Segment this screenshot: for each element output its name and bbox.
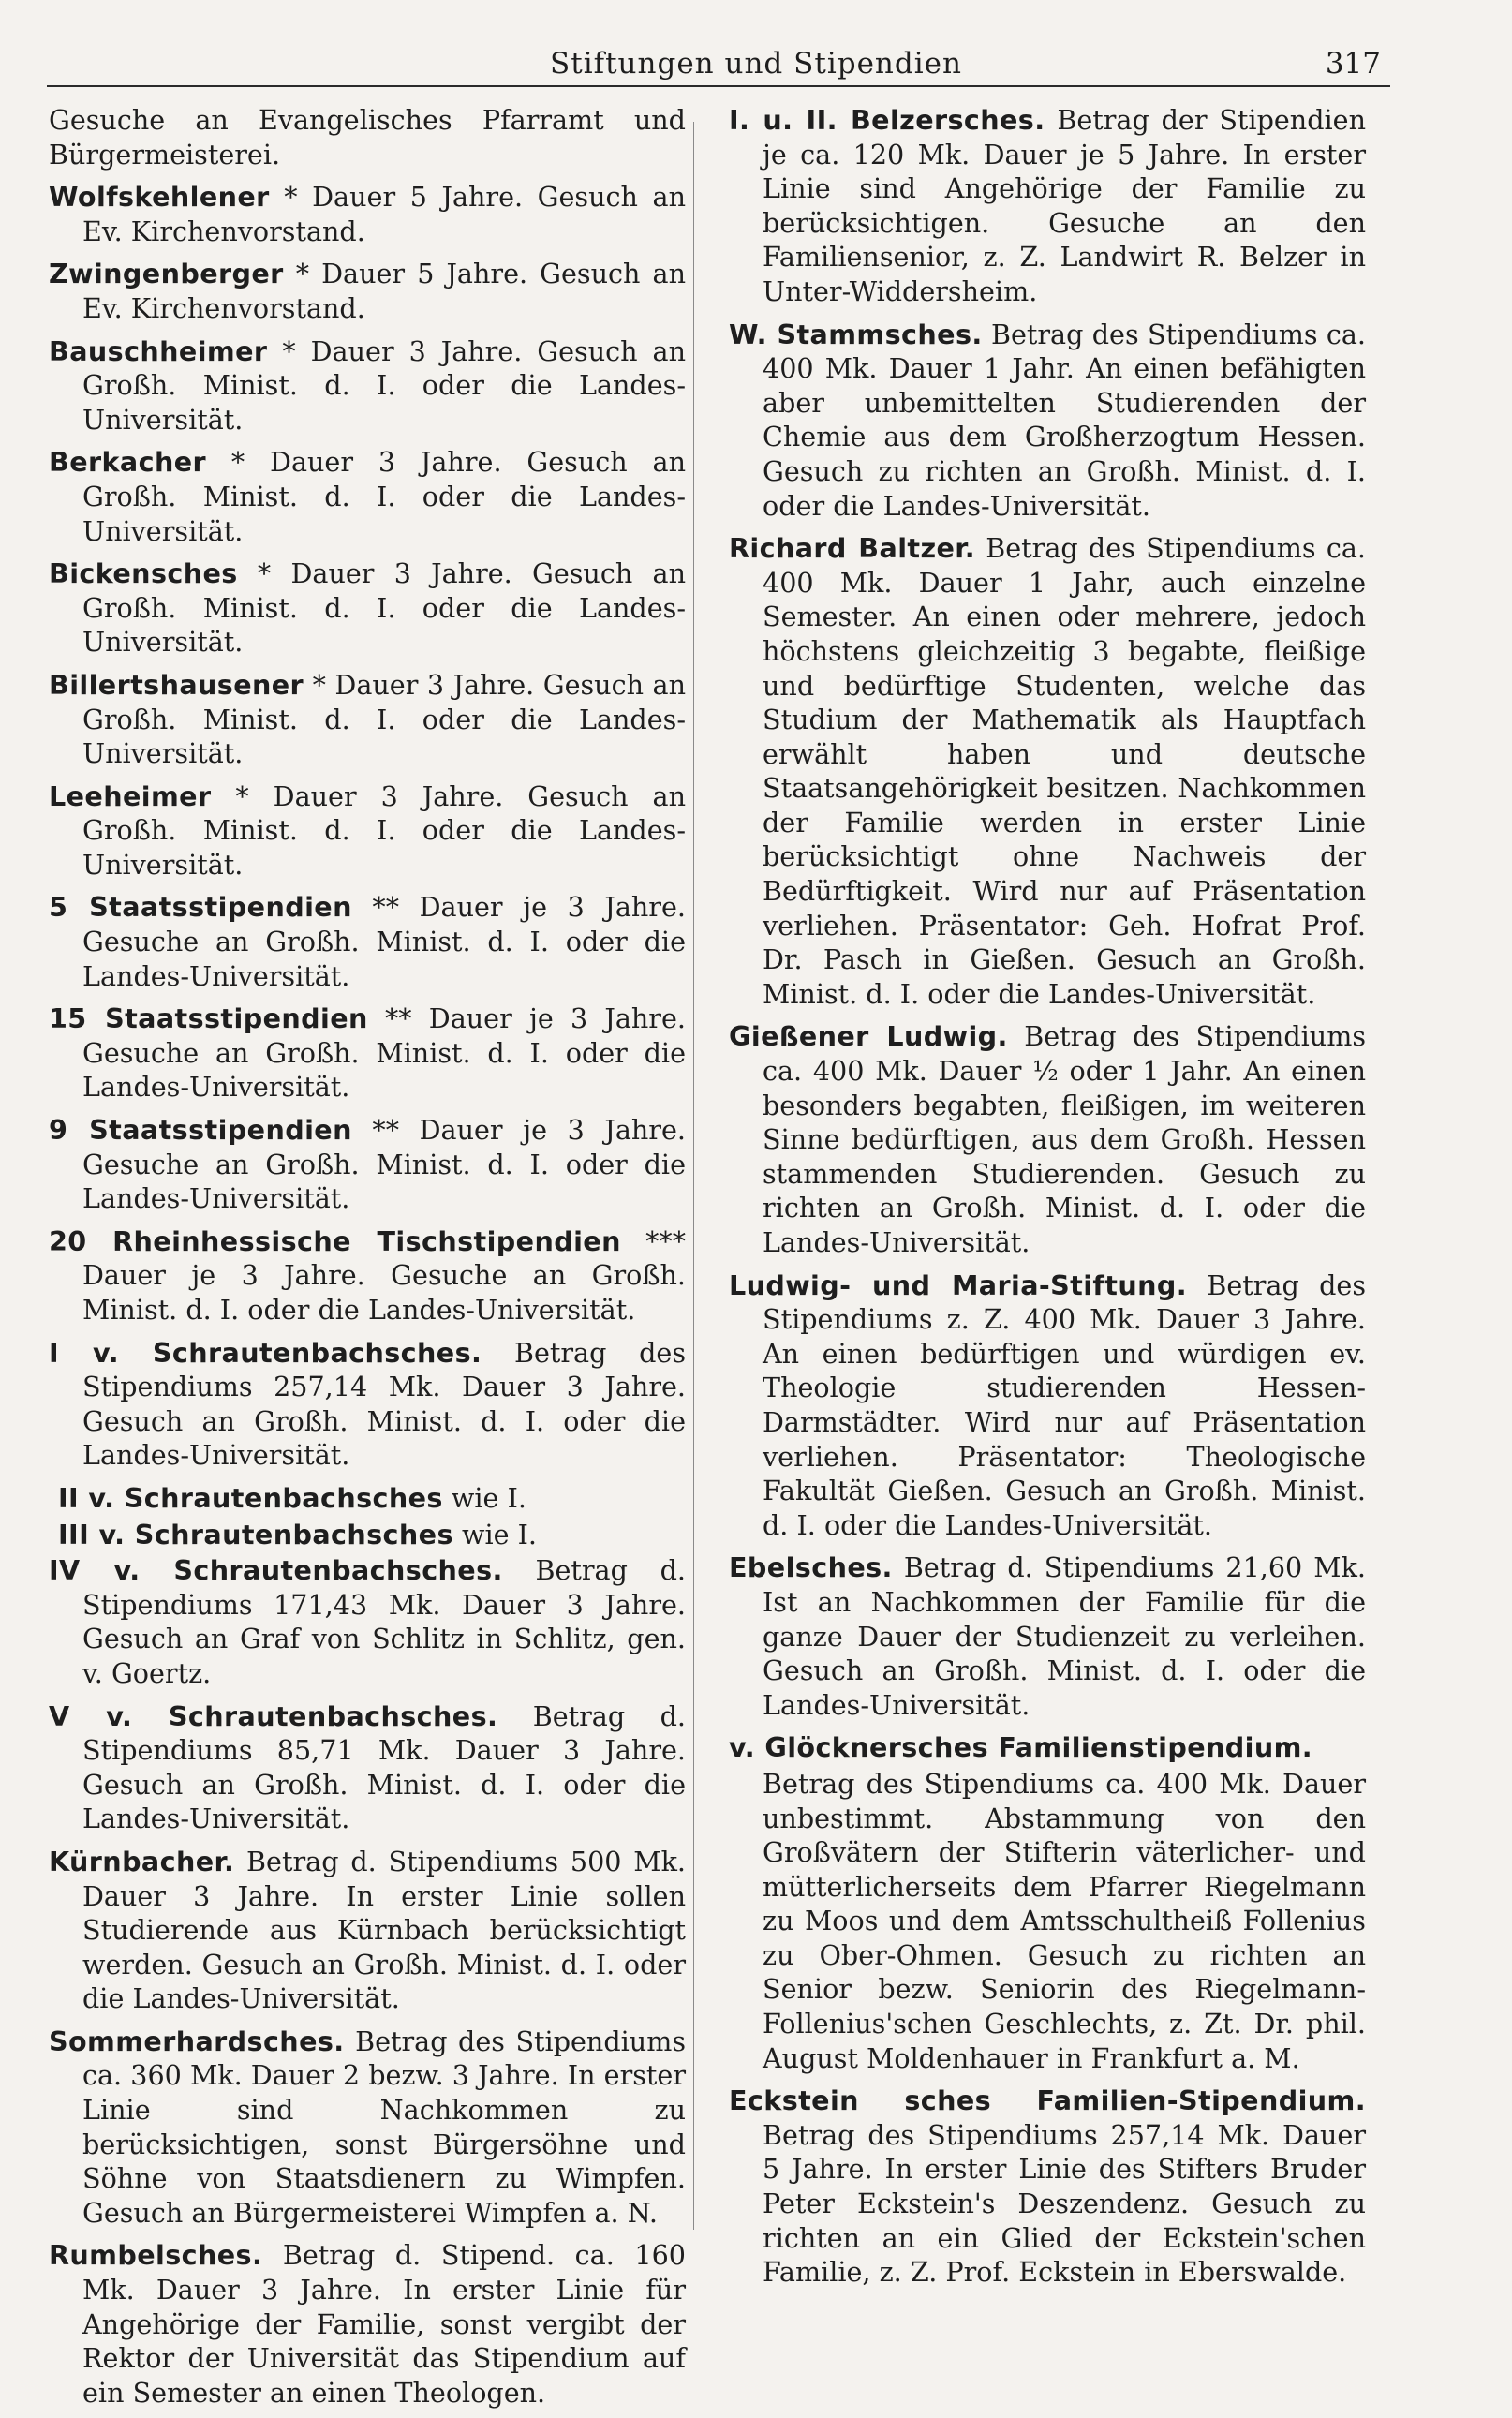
entry-text: Betrag des Stipendiums ca. 400 Mk. Dauer ½ oder 1 Jahr. An einen besonders begabten, fleißigen, im weiteren Sinne bedürftigen, aus dem Großh. Hessen stammenden Studierenden. Gesuch zu richten an Großh. Minist. d. I. oder die Landes-Universität. (763, 1020, 1366, 1258)
entry (49, 1699, 686, 1836)
entry (49, 1845, 686, 2016)
entry-name: Wolfskehlener (49, 181, 270, 214)
page-number: 317 (1325, 47, 1381, 81)
entry-name: W. Stammsches. (729, 318, 983, 350)
entry-name: v. Glöcknersches Familienstipendium. (729, 1731, 1313, 1764)
entry (49, 1224, 686, 1328)
entry-text: wie I. (442, 1481, 526, 1514)
entry-name: Eckstein sches Familien-Stipendium. (729, 2084, 1366, 2117)
entry-name: Kürnbacher. (49, 1845, 235, 1877)
entry-name: I. u. II. Belzersches. (729, 104, 1045, 136)
left-column (49, 103, 686, 2418)
entry (49, 890, 686, 993)
entry-text: Betrag des Stipendiums ca. 400 Mk. Dauer 1 Jahr, auch einzelne Semester. An einen oder mehrere, jedoch höchstens gleichzeitig 3 begabte, fleißige und bedürftige Studenten, welche das Studium der Mathematik als Hauptfach erwählt haben und deutsche Staatsangehörigkeit besitzen. Nachkommen der Familie werden in erster Linie berücksichtigt ohne Nachweis der Bedürftigkeit. Wird nur auf Präsentation verliehen. Präsentator: Geh. Hofrat Prof. Dr. Pasch in Gießen. Gesuch an Großh. Minist. d. I. oder die Landes-Universität. (763, 532, 1366, 1010)
entry-text: Betrag d. Stipendiums 171,43 Mk. Dauer 3 Jahre. Gesuch an Graf von Schlitz in Schlitz, gen. v. Goertz. (82, 1554, 686, 1689)
entry-name: Bauschheimer (49, 334, 268, 367)
entry-text: Betrag des Stipendiums ca. 400 Mk. Dauer 1 Jahr. An einen befähigten aber unbemittelten Studierenden der Chemie aus dem Großherzogtum Hessen. Gesuch zu richten an Großh. Minist. d. I. oder die Landes-Universität. (763, 318, 1366, 522)
entry (49, 1336, 686, 1473)
entry-name: Leeheimer (49, 779, 212, 812)
entry-name: Zwingenberger (49, 258, 284, 290)
entry-name: 5 Staatsstipendien (49, 891, 352, 924)
entry-text: Betrag des Stipendiums ca. 400 Mk. Dauer unbestimmt. Abstammung von den Großvätern der Stifterin väterlicher- und mütterlicherseits dem Pfarrer Riegelmann zu Moos und dem Amtsschultheiß Follenius zu Ober-Ohmen. Gesuch zu richten an Senior bezw. Seniorin des Riegelmann-Follenius'schen Geschlechts, z. Zt. Dr. phil. August Moldenhauer in Frankfurt a. M. (763, 1767, 1366, 2074)
entry-text: Betrag d. Stipendiums 21,60 Mk. Ist an Nachkommen der Familie für die ganze Dauer der Studienzeit zu verleihen. Gesuch an Großh. Minist. d. I. oder die Landes-Universität. (763, 1551, 1366, 1721)
entry-text: * Dauer 3 Jahre. Gesuch an Großh. Minist. d. I. oder die Landes-Universität. (82, 557, 686, 659)
entry (49, 556, 686, 660)
entry (49, 1518, 686, 1552)
entry (729, 2084, 1366, 2290)
entry-text: wie I. (452, 1518, 537, 1550)
entry-name: Bickensches (49, 557, 238, 590)
header-rule (47, 85, 1390, 87)
entry-name: Richard Baltzer. (729, 532, 975, 565)
entry-name: Berkacher (49, 446, 207, 479)
entry-text: ** Dauer je 3 Jahre. Gesuche an Großh. Minist. d. I. oder die Landes-Universität. (82, 1002, 686, 1104)
entry (49, 1001, 686, 1105)
entry (729, 1550, 1366, 1722)
entry-text: Betrag d. Stipend. ca. 160 Mk. Dauer 3 Jahre. In erster Linie für Angehörige der Familie, sonst vergibt der Rektor der Universität das Stipendium auf ein Semester an einen Theologen. (82, 2239, 686, 2409)
entry (49, 1481, 686, 1516)
entry-text: Betrag d. Stipendiums 500 Mk. Dauer 3 Jahre. In erster Linie sollen Studierende aus Kürnbach berücksichtigt werden. Gesuch an Großh. Minist. d. I. oder die Landes-Universität. (82, 1845, 686, 2015)
entry-text: * Dauer 3 Jahre. Gesuch an Großh. Minist. d. I. oder die Landes-Universität. (82, 446, 686, 547)
entry-name: Sommerhardsches. (49, 2025, 345, 2057)
entry (49, 1113, 686, 1216)
entry-text: * Dauer 5 Jahre. Gesuch an Ev. Kirchenvorstand. (82, 181, 686, 247)
entry-name: III v. Schrautenbachsches (58, 1518, 453, 1550)
entry-name: Rumbelsches. (49, 2239, 263, 2272)
entry-name: II v. Schrautenbachsches (58, 1481, 443, 1514)
entry-name: IV v. Schrautenbachsches. (49, 1554, 503, 1587)
right-column (729, 103, 1366, 2298)
entry-text: * Dauer 5 Jahre. Gesuch an Ev. Kirchenvorstand. (82, 258, 686, 324)
entry-text: *** Dauer je 3 Jahre. Gesuche an Großh. Minist. d. I. oder die Landes-Universität. (82, 1224, 686, 1326)
entry-text: ** Dauer je 3 Jahre. Gesuche an Großh. Minist. d. I. oder die Landes-Universität. (82, 891, 686, 992)
entry (49, 257, 686, 325)
entry (49, 334, 686, 438)
entry (729, 1268, 1366, 1543)
entry-text: Betrag des Stipendiums 257,14 Mk. Dauer 5 Jahre. In erster Linie des Stifters Bruder Peter Eckstein's Deszendenz. Gesuch zu richten an ein Glied der Eckstein'schen Familie, z. Z. Prof. Eckstein in Eberswalde. (763, 2118, 1366, 2289)
entry-text: * Dauer 3 Jahre. Gesuch an Großh. Minist. d. I. oder die Landes-Universität. (82, 779, 686, 881)
entry-text: Betrag des Stipendiums ca. 360 Mk. Dauer 2 bezw. 3 Jahre. In erster Linie sind Nachkommen zu berücksichtigen, sonst Bürgersöhne und Söhne von Staatsdienern zu Wimpfen. Gesuch an Bürgermeisterei Wimpfen a. N. (82, 2025, 686, 2229)
entry (49, 1553, 686, 1690)
entry-name: 15 Staatsstipendien (49, 1002, 368, 1035)
entry-name: 9 Staatsstipendien (49, 1114, 352, 1147)
entry-name: Gießener Ludwig. (729, 1020, 1008, 1053)
entry (49, 445, 686, 548)
entry (729, 1019, 1366, 1259)
entry (729, 1767, 1366, 2075)
entry (729, 103, 1366, 309)
entry (49, 779, 686, 883)
entry (49, 180, 686, 248)
entry-name: V v. Schrautenbachsches. (49, 1699, 498, 1732)
running-title: Stiftungen und Stipendien (550, 47, 962, 81)
entry-text: * Dauer 3 Jahre. Gesuch an Großh. Minist. d. I. oder die Landes-Universität. (82, 668, 686, 770)
entry (49, 2238, 686, 2410)
entry-text: * Dauer 3 Jahre. Gesuch an Großh. Minist. d. I. oder die Landes-Universität. (82, 334, 686, 436)
entry-name: I v. Schrautenbachsches. (49, 1336, 482, 1369)
entry (729, 1730, 1366, 1765)
entry-text: Betrag d. Stipendiums 85,71 Mk. Dauer 3 Jahre. Gesuch an Großh. Minist. d. I. oder die Landes-Universität. (82, 1699, 686, 1835)
entry (49, 2025, 686, 2231)
entry (729, 318, 1366, 524)
entry-name: 20 Rheinhessische Tischstipendien (49, 1224, 621, 1257)
entry-text: Gesuche an Evangelisches Pfarramt und Bürgermeisterei. (49, 104, 686, 171)
entry-name: Ludwig- und Maria-Stiftung. (729, 1268, 1187, 1301)
entry-text: ** Dauer je 3 Jahre. Gesuche an Großh. Minist. d. I. oder die Landes-Universität. (82, 1114, 686, 1215)
column-divider (693, 122, 694, 2230)
entry-text: Betrag des Stipendiums 257,14 Mk. Dauer 3 Jahre. Gesuch an Großh. Minist. d. I. oder die Landes-Universität. (82, 1336, 686, 1472)
entry-name: Billertshausener (49, 668, 304, 701)
entry (49, 103, 686, 171)
entry (729, 531, 1366, 1011)
entry-name: Ebelsches. (729, 1551, 893, 1584)
entry-text: Betrag der Stipendien je ca. 120 Mk. Dauer je 5 Jahre. In erster Linie sind Angehörige der Familie zu berücksichtigen. Gesuche an den Familiensenior, z. Z. Landwirt R. Belzer in Unter-Widdersheim. (763, 104, 1366, 307)
entry (49, 668, 686, 771)
entry-text: Betrag des Stipendiums z. Z. 400 Mk. Dauer 3 Jahre. An einen bedürftigen und würdigen ev. Theologie studierenden Hessen-Darmstädter. Wird nur auf Präsentation verliehen. Präsentator: Theologische Fakultät Gießen. Gesuch an Großh. Minist. d. I. oder die Landes-Universität. (763, 1268, 1366, 1541)
